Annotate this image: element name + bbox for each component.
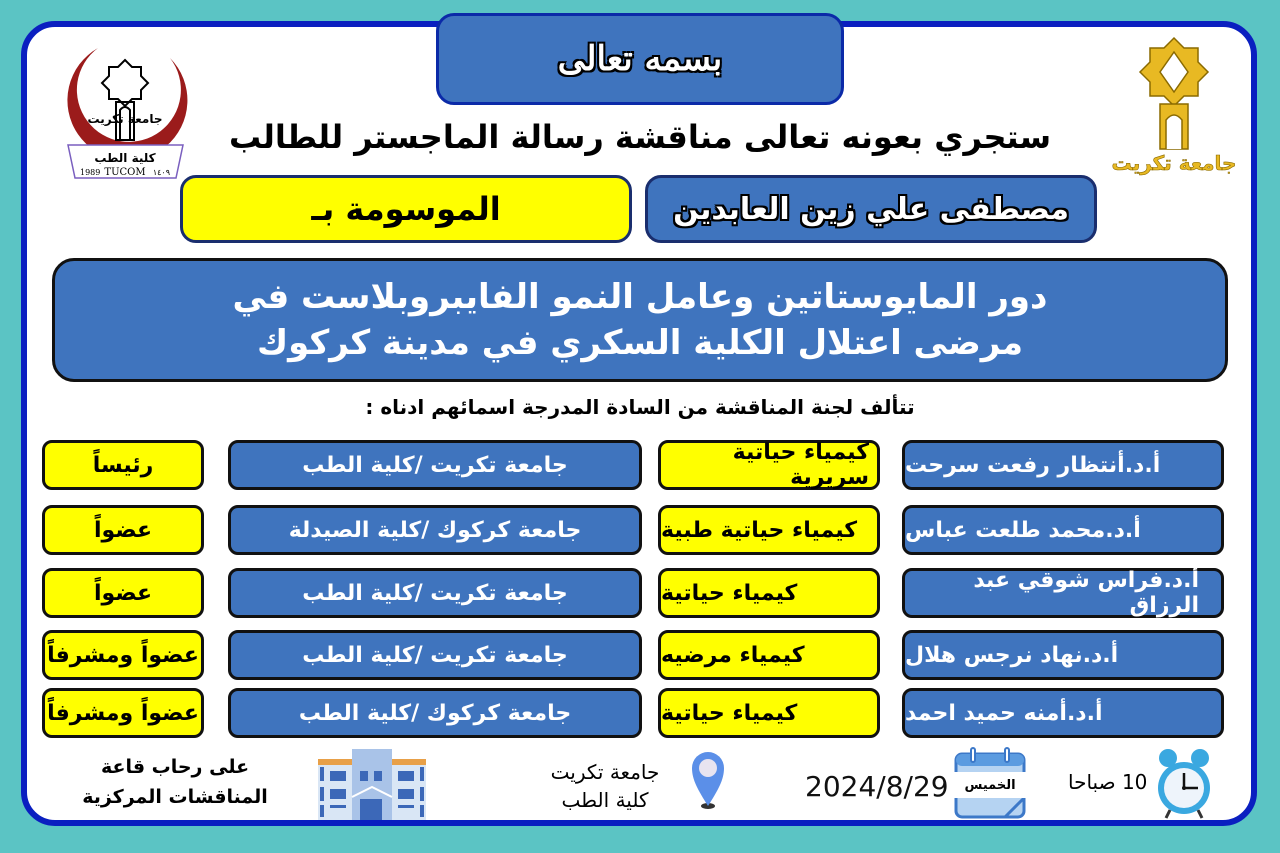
- map-pin-icon: [688, 748, 728, 810]
- tikrit-university-logo: [1108, 32, 1240, 177]
- member-specialty-cell: [658, 688, 880, 738]
- tucom-logo: [58, 40, 193, 180]
- member-specialty: كيمياء حياتية: [661, 700, 798, 726]
- member-name: أ.د.محمد طلعت عباس: [905, 517, 1141, 543]
- gold-tower-icon: [1108, 32, 1240, 177]
- member-institution-cell: [228, 505, 642, 555]
- titled-label: الموسومة بـ: [311, 190, 501, 228]
- venue-line-2: المناقشات المركزية: [82, 786, 268, 808]
- member-institution: جامعة تكريت /كلية الطب: [302, 642, 568, 668]
- alarm-clock-icon: [1156, 746, 1212, 820]
- member-role: عضواً ومشرفاً: [47, 700, 199, 726]
- member-institution: جامعة كركوك /كلية الصيدلة: [288, 517, 582, 543]
- thesis-title-box: [52, 258, 1228, 382]
- crescent-tower-icon: [58, 40, 193, 180]
- svg-text:جامعة تكريت: جامعة تكريت: [1111, 151, 1237, 175]
- location-info: [530, 758, 680, 814]
- event-time: 10 صباحا: [1068, 770, 1148, 794]
- titled-label-box: [180, 175, 632, 243]
- member-role: عضواً ومشرفاً: [47, 642, 199, 668]
- event-day: الخميس: [953, 772, 1027, 798]
- member-specialty-cell: [658, 630, 880, 680]
- member-role-cell: [42, 505, 204, 555]
- member-role: عضواً: [93, 580, 153, 606]
- member-specialty: كيمياء حياتية: [661, 580, 798, 606]
- member-institution: جامعة تكريت /كلية الطب: [302, 580, 568, 606]
- member-name: أ.د.أنتظار رفعت سرحت: [905, 452, 1161, 478]
- svg-text:1989: 1989: [80, 168, 101, 177]
- member-specialty: كيمياء مرضيه: [661, 642, 805, 668]
- member-institution-cell: [228, 440, 642, 490]
- venue-line-1: على رحاب قاعة: [100, 756, 250, 778]
- member-role-cell: [42, 440, 204, 490]
- committee-intro: تتألف لجنة المناقشة من السادة المدرجة اسمائهم ادناه :: [365, 395, 915, 419]
- member-specialty: كيمياء حياتية سريرية: [732, 440, 869, 490]
- calendar-icon: [953, 746, 1027, 820]
- svg-text:جامعة تكريت: جامعة تكريت: [87, 112, 163, 126]
- member-role-cell: [42, 568, 204, 618]
- member-name-cell: [902, 630, 1224, 680]
- svg-text:TUCOM: TUCOM: [104, 167, 146, 178]
- member-role: عضواً: [93, 517, 153, 543]
- member-specialty-cell: [658, 505, 880, 555]
- member-specialty-cell: [658, 440, 880, 490]
- thesis-title-line-2: مرضى اعتلال الكلية السكري في مدينة كركوك: [257, 323, 1024, 363]
- member-institution-cell: [228, 688, 642, 738]
- member-specialty-cell: [658, 568, 880, 618]
- building-icon: [312, 745, 432, 820]
- svg-text:كلية الطب: كلية الطب: [94, 151, 156, 165]
- member-role-cell: [42, 688, 204, 738]
- member-role-cell: [42, 630, 204, 680]
- member-name-cell: [902, 568, 1224, 618]
- event-date: 2024/8/29: [805, 770, 949, 803]
- svg-text:١٤٠٩: ١٤٠٩: [152, 168, 170, 177]
- member-name-cell: [902, 505, 1224, 555]
- member-name: أ.د.نهاد نرجس هلال: [905, 642, 1119, 668]
- student-name-box: [645, 175, 1097, 243]
- member-institution: جامعة تكريت /كلية الطب: [302, 452, 568, 478]
- member-institution-cell: [228, 568, 642, 618]
- member-name: أ.د.فراس شوقي عبد الرزاق: [973, 568, 1199, 618]
- thesis-title-line-1: دور المايوستاتين وعامل النمو الفايبروبلاست في: [232, 277, 1048, 317]
- member-name-cell: [902, 688, 1224, 738]
- member-role: رئيساً: [92, 452, 154, 478]
- member-name: أ.د.أمنه حميد احمد: [905, 700, 1103, 726]
- member-specialty: كيمياء حياتية طبية: [661, 517, 858, 543]
- location-line-1: جامعة تكريت: [550, 760, 660, 784]
- member-institution-cell: [228, 630, 642, 680]
- member-institution: جامعة كركوك /كلية الطب: [298, 700, 572, 726]
- basmala-text: بسمه تعالى: [557, 39, 723, 79]
- announcement-headline: ستجري بعونه تعالى مناقشة رسالة الماجستر للطالب: [228, 118, 1052, 156]
- location-line-2: كلية الطب: [561, 788, 649, 812]
- student-name: مصطفى علي زين العابدين: [673, 191, 1069, 227]
- member-name-cell: [902, 440, 1224, 490]
- venue-info: [60, 752, 290, 812]
- basmala-banner: [436, 13, 844, 105]
